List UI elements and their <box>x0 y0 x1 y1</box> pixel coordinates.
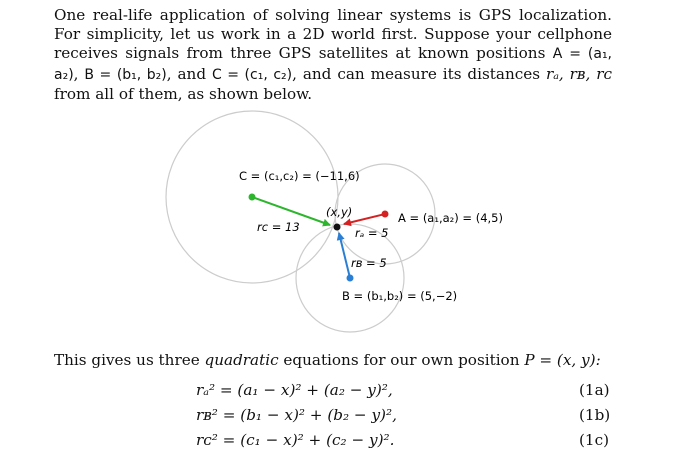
point-A-definition: A = (a₁, a₂) <box>54 46 613 83</box>
satellite-C-dot <box>249 194 256 201</box>
intro-line <box>54 350 614 370</box>
equation-1c: rᴄ² = (c₁ − x)² + (c₂ − y)². <box>196 431 395 449</box>
label-rA: rₐ = 5 <box>355 226 389 240</box>
intro-text-after: equations for our own position <box>278 351 525 369</box>
satellite-B-dot <box>347 275 354 282</box>
intro-P-definition: P = (x, y): <box>524 351 601 369</box>
distance-line-B <box>339 233 350 278</box>
position-P-dot <box>334 224 341 231</box>
equation-number-1b: (1b) <box>579 406 611 424</box>
intro-emphasis: quadratic <box>204 351 279 369</box>
intro-text-before: This gives us three <box>54 351 205 369</box>
paragraph-text-3: , and can measure its distances <box>292 64 546 83</box>
equation-1a: rₐ² = (a₁ − x)² + (a₂ − y)², <box>196 381 393 399</box>
label-A: A = (a₁,a₂) = (4,5) <box>398 211 503 225</box>
label-C: C = (c₁,c₂) = (−11,6) <box>239 169 360 183</box>
label-rC: rᴄ = 13 <box>257 220 300 234</box>
equation-number-1a: (1a) <box>579 381 610 399</box>
label-rB: rʙ = 5 <box>351 256 387 270</box>
label-B: B = (b₁,b₂) = (5,−2) <box>342 289 458 303</box>
distance-list: rₐ, rʙ, rᴄ <box>545 64 612 83</box>
paragraph-text-4: from all of them, as shown below. <box>54 84 313 103</box>
paragraph-text-1: One real-life application of solving linear systems is GPS localization. For simplicity, let us work in a 2D world first. Suppose your cellphone receives signals from three GPS satellites at known positions <box>54 6 612 63</box>
paragraph-sep-1: , <box>73 64 85 83</box>
satellite-A-dot <box>382 211 389 218</box>
equation-number-1c: (1c) <box>579 431 610 449</box>
point-B-definition: B = (b₁, b₂) <box>84 66 167 83</box>
label-P: (x,y) <box>326 205 353 219</box>
equation-1b: rʙ² = (b₁ − x)² + (b₂ − y)², <box>196 406 397 424</box>
paragraph-text-2: , and <box>166 64 212 83</box>
point-C-definition: C = (c₁, c₂) <box>211 66 293 83</box>
